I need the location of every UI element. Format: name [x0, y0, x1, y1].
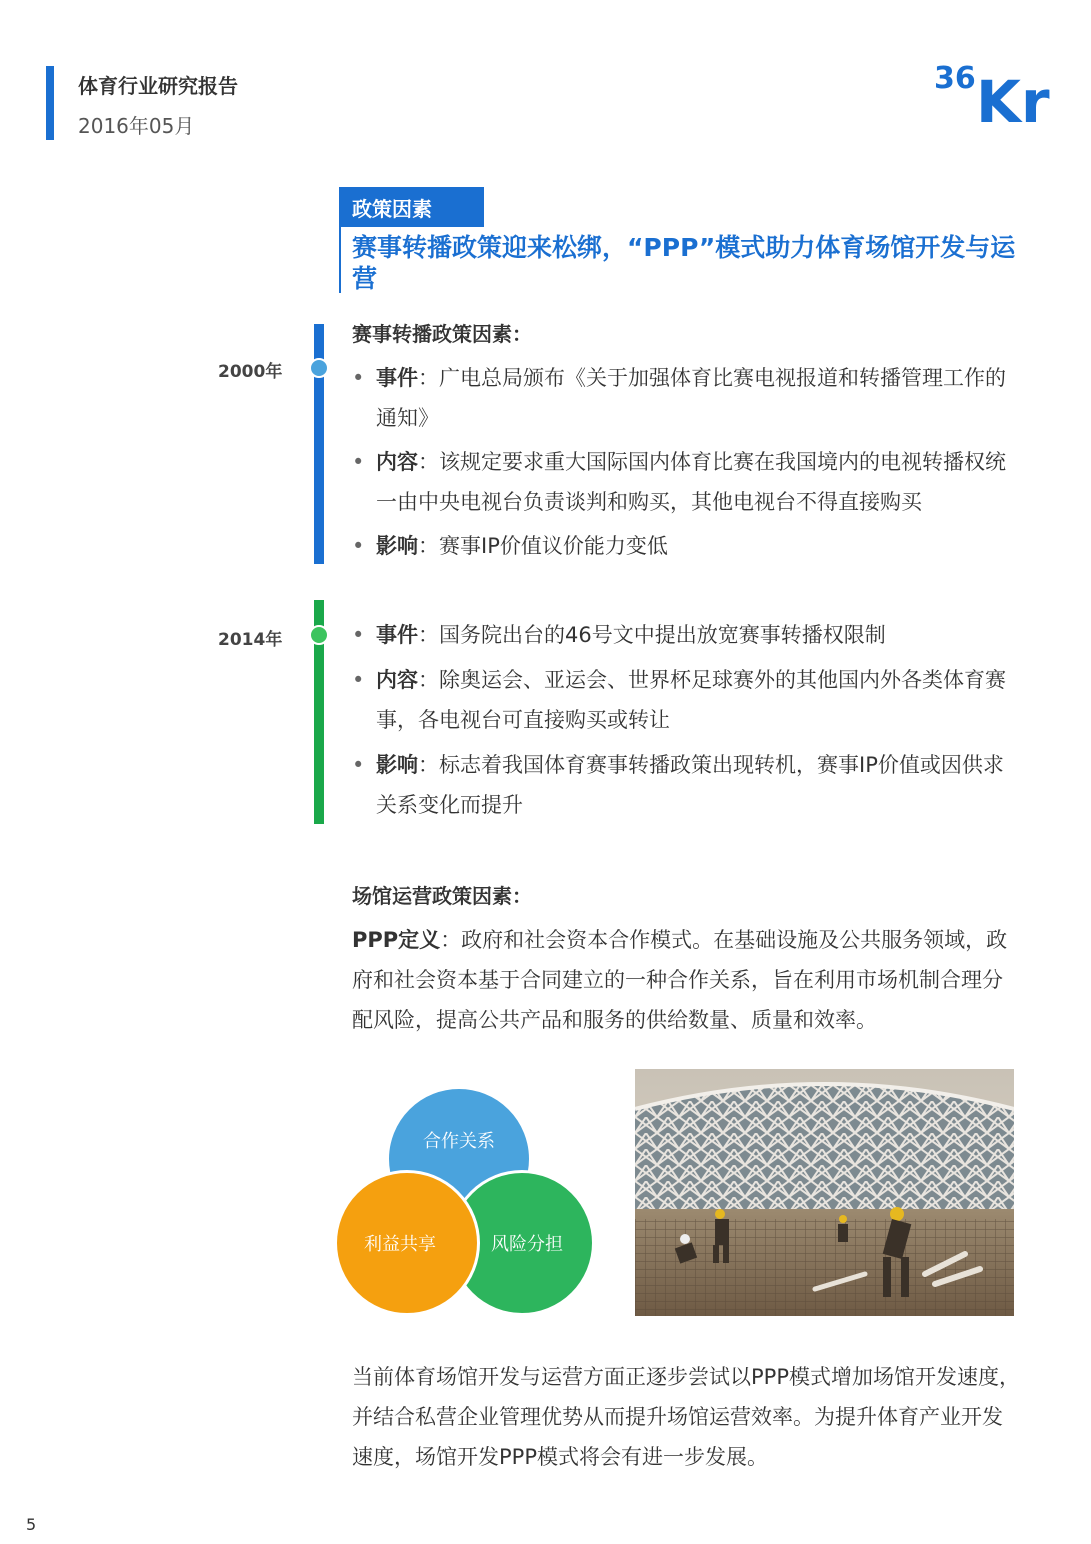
section-tag-label: 政策因素	[352, 197, 432, 221]
bullet-dot: •	[352, 753, 365, 777]
ppp-conclusion: 当前体育场馆开发与运营方面正逐步尝试以PPP模式增加场馆开发速度，并结合私营企业管理优势从而提升场馆运营效率。为提升体育产业开发速度，场馆开发PPP模式将会有进一步发展。	[352, 1365, 1020, 1469]
36kr-logo	[934, 60, 1052, 126]
item-text: ：标志着我国体育赛事转播政策出现转机，赛事IP价值或因供求关系变化而提升	[376, 753, 1004, 817]
item-label: 内容	[376, 450, 418, 474]
report-date: 2016年05月	[78, 114, 195, 138]
item-text: ：赛事IP价值议价能力变低	[418, 534, 668, 558]
timeline-year: 2000年	[218, 362, 283, 382]
item-text: ：国务院出台的46号文中提出放宽赛事转播权限制	[418, 623, 886, 647]
item-label: 事件	[376, 366, 418, 390]
list-item	[352, 660, 1022, 740]
broadcast-heading: 赛事转播政策因素：	[352, 322, 532, 346]
item-label: 事件	[376, 623, 418, 647]
ppp-text: ：政府和社会资本合作模式。在基础设施及公共服务领域，政府和社会资本基于合同建立的一种合作关系，旨在利用市场机制合理分配风险，提高公共产品和服务的供给数量、质量和效率。	[352, 928, 1008, 1032]
timeline-dot-2014	[309, 625, 329, 645]
bullet-dot: •	[352, 450, 365, 474]
item-text: ：除奥运会、亚运会、世界杯足球赛外的其他国内外各类体育赛事，各电视台可直接购买或转让	[376, 668, 1006, 732]
venn-label-risk: 风险分担	[491, 1234, 563, 1255]
list-item	[352, 442, 1022, 522]
item-label: 影响	[376, 534, 418, 558]
header-accent-bar	[46, 66, 54, 140]
list-item	[352, 745, 1022, 825]
timeline-dot-2000	[309, 358, 329, 378]
bullet-dot: •	[352, 366, 365, 390]
stadium-construction-photo	[635, 1069, 1014, 1316]
venn-label-cooperation: 合作关系	[423, 1131, 495, 1152]
item-label: 影响	[376, 753, 418, 777]
timeline-year: 2014年	[218, 630, 283, 650]
section-title: 赛事转播政策迎来松绑，“PPP”模式助力体育场馆开发与运营	[352, 233, 1016, 293]
item-label: 内容	[376, 668, 418, 692]
list-item	[352, 526, 1022, 566]
bullet-dot: •	[352, 668, 365, 692]
item-text: ：广电总局颁布《关于加强体育比赛电视报道和转播管理工作的通知》	[376, 366, 1006, 430]
page-number: 5	[26, 1515, 37, 1534]
venn-label-benefit: 利益共享	[364, 1234, 436, 1255]
svg-text:36: 36	[934, 61, 976, 96]
venue-heading: 场馆运营政策因素：	[352, 884, 532, 908]
ppp-definition	[352, 920, 1022, 1040]
report-title: 体育行业研究报告	[78, 74, 238, 98]
venn-circle-benefit	[334, 1170, 480, 1316]
svg-text:Kr: Kr	[976, 68, 1050, 126]
list-item	[352, 358, 1022, 438]
bullet-dot: •	[352, 623, 365, 647]
ppp-label: PPP定义	[352, 928, 441, 952]
section-title-line	[339, 227, 341, 293]
ppp-venn-diagram	[334, 1086, 584, 1316]
item-text: ：该规定要求重大国际国内体育比赛在我国境内的电视转播权统一由中央电视台负责谈判和购买，其他电视台不得直接购买	[376, 450, 1006, 514]
list-item	[352, 615, 1022, 655]
bullet-dot: •	[352, 534, 365, 558]
